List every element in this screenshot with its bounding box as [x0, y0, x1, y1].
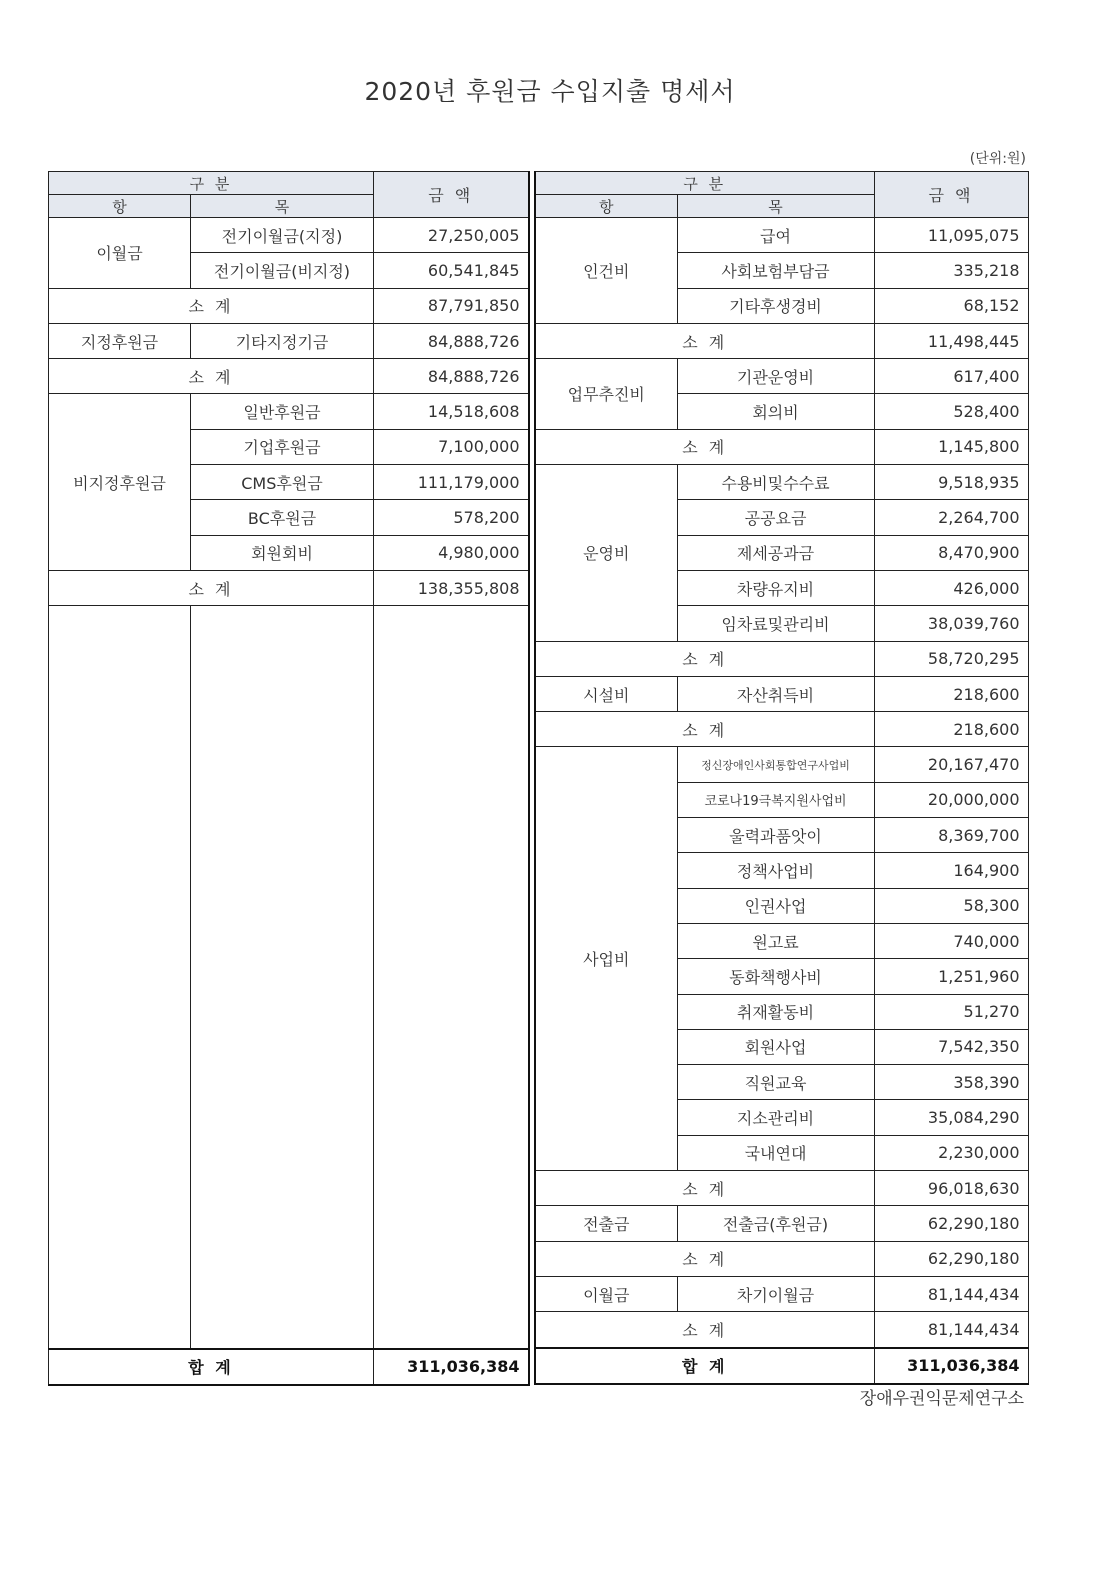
- subtotal-label: 소 계: [49, 570, 374, 605]
- mok-cell: 회원회비: [191, 535, 374, 570]
- subtotal-amount: 218,600: [874, 712, 1028, 747]
- income-table: [48, 171, 530, 1386]
- subtotal-amount: 84,888,726: [374, 359, 529, 394]
- subtotal-row: [535, 429, 1028, 464]
- amount-cell: 358,390: [874, 1065, 1028, 1100]
- table-row: [535, 465, 1028, 500]
- mok-cell: BC후원금: [191, 500, 374, 535]
- subtotal-row: [49, 359, 529, 394]
- mok-cell: 기업후원금: [191, 429, 374, 464]
- hang-cell: 전출금: [535, 1206, 677, 1241]
- subtotal-row: [535, 1171, 1028, 1206]
- header-hang: 항: [535, 195, 677, 218]
- subtotal-amount: 96,018,630: [874, 1171, 1028, 1206]
- mok-cell: 국내연대: [677, 1135, 874, 1170]
- document-title: 2020년 후원금 수입지출 명세서: [364, 77, 736, 106]
- subtotal-amount: 138,355,808: [374, 570, 529, 605]
- mok-cell: 회의비: [677, 394, 874, 429]
- subtotal-amount: 81,144,434: [874, 1312, 1028, 1348]
- expense-table: [534, 171, 1029, 1385]
- amount-cell: 2,230,000: [874, 1135, 1028, 1170]
- total-label: 합 계: [49, 1349, 374, 1385]
- blank-cell: [191, 606, 374, 1349]
- mok-cell: 일반후원금: [191, 394, 374, 429]
- subtotal-label: 소 계: [535, 1171, 874, 1206]
- header-gubun: 구 분: [535, 172, 874, 195]
- table-row: [535, 1276, 1028, 1311]
- subtotal-label: 소 계: [49, 288, 374, 323]
- amount-cell: 426,000: [874, 570, 1028, 605]
- mok-cell: 공공요금: [677, 500, 874, 535]
- subtotal-row: [535, 1241, 1028, 1276]
- table-row: [535, 359, 1028, 394]
- mok-cell: 수용비및수수료: [677, 465, 874, 500]
- subtotal-row: [49, 570, 529, 605]
- mok-cell: 기타후생경비: [677, 288, 874, 323]
- subtotal-row: [535, 1312, 1028, 1348]
- amount-cell: 7,542,350: [874, 1029, 1028, 1064]
- amount-cell: 578,200: [374, 500, 529, 535]
- subtotal-label: 소 계: [535, 641, 874, 676]
- header-hang: 항: [49, 195, 191, 218]
- subtotal-row: [535, 323, 1028, 358]
- hang-cell: 비지정후원금: [49, 394, 191, 570]
- subtotal-row: [49, 288, 529, 323]
- subtotal-amount: 58,720,295: [874, 641, 1028, 676]
- table-row: [535, 1206, 1028, 1241]
- subtotal-label: 소 계: [49, 359, 374, 394]
- subtotal-row: [535, 641, 1028, 676]
- header-mok: 목: [191, 195, 374, 218]
- mok-cell: 전출금(후원금): [677, 1206, 874, 1241]
- mok-cell: 차기이월금: [677, 1276, 874, 1311]
- amount-cell: 528,400: [874, 394, 1028, 429]
- amount-cell: 58,300: [874, 888, 1028, 923]
- mok-cell: 정신장애인사회통합연구사업비: [677, 747, 874, 782]
- table-row: [49, 394, 529, 429]
- hang-cell: 운영비: [535, 465, 677, 641]
- total-amount: 311,036,384: [374, 1349, 529, 1385]
- total-label: 합 계: [535, 1348, 874, 1384]
- total-row: [49, 1349, 529, 1385]
- amount-cell: 14,518,608: [374, 394, 529, 429]
- amount-cell: 62,290,180: [874, 1206, 1028, 1241]
- mok-cell: 울력과품앗이: [677, 818, 874, 853]
- amount-cell: 35,084,290: [874, 1100, 1028, 1135]
- mok-cell: 코로나19극복지원사업비: [677, 782, 874, 817]
- amount-cell: 68,152: [874, 288, 1028, 323]
- mok-cell: 기타지정기금: [191, 323, 374, 358]
- blank-cell: [49, 606, 191, 1349]
- amount-cell: 84,888,726: [374, 323, 529, 358]
- blank-row: [49, 606, 529, 1349]
- mok-cell: 제세공과금: [677, 535, 874, 570]
- header-amount: 금 액: [374, 172, 529, 218]
- amount-cell: 8,470,900: [874, 535, 1028, 570]
- mok-cell: 인권사업: [677, 888, 874, 923]
- hang-cell: 인건비: [535, 218, 677, 324]
- amount-cell: 11,095,075: [874, 218, 1028, 253]
- amount-cell: 8,369,700: [874, 818, 1028, 853]
- header-gubun: 구 분: [49, 172, 374, 195]
- table-row: [535, 747, 1028, 782]
- mok-cell: 자산취득비: [677, 676, 874, 711]
- amount-cell: 218,600: [874, 676, 1028, 711]
- amount-cell: 335,218: [874, 253, 1028, 288]
- table-row: [49, 323, 529, 358]
- blank-cell: [374, 606, 529, 1349]
- subtotal-row: [535, 712, 1028, 747]
- mok-cell: 사회보험부담금: [677, 253, 874, 288]
- mok-cell: 전기이월금(비지정): [191, 253, 374, 288]
- mok-cell: 기관운영비: [677, 359, 874, 394]
- amount-cell: 2,264,700: [874, 500, 1028, 535]
- hang-cell: 사업비: [535, 747, 677, 1171]
- amount-cell: 4,980,000: [374, 535, 529, 570]
- total-amount: 311,036,384: [874, 1348, 1028, 1384]
- subtotal-amount: 11,498,445: [874, 323, 1028, 358]
- mok-cell: 전기이월금(지정): [191, 218, 374, 253]
- mok-cell: 취재활동비: [677, 994, 874, 1029]
- amount-cell: 740,000: [874, 923, 1028, 958]
- subtotal-label: 소 계: [535, 1312, 874, 1348]
- hang-cell: 이월금: [49, 218, 191, 289]
- amount-cell: 20,000,000: [874, 782, 1028, 817]
- amount-cell: 20,167,470: [874, 747, 1028, 782]
- mok-cell: 차량유지비: [677, 570, 874, 605]
- amount-cell: 27,250,005: [374, 218, 529, 253]
- amount-cell: 38,039,760: [874, 606, 1028, 641]
- amount-cell: 60,541,845: [374, 253, 529, 288]
- amount-cell: 51,270: [874, 994, 1028, 1029]
- mok-cell: 원고료: [677, 923, 874, 958]
- mok-cell: 급여: [677, 218, 874, 253]
- subtotal-label: 소 계: [535, 1241, 874, 1276]
- hang-cell: 이월금: [535, 1276, 677, 1311]
- amount-cell: 617,400: [874, 359, 1028, 394]
- subtotal-label: 소 계: [535, 323, 874, 358]
- mok-cell: CMS후원금: [191, 465, 374, 500]
- organization-name: 장애우권익문제연구소: [859, 1389, 1024, 1409]
- amount-cell: 111,179,000: [374, 465, 529, 500]
- hang-cell: 지정후원금: [49, 323, 191, 358]
- mok-cell: 지소관리비: [677, 1100, 874, 1135]
- amount-cell: 9,518,935: [874, 465, 1028, 500]
- mok-cell: 정책사업비: [677, 853, 874, 888]
- total-row: [535, 1348, 1028, 1384]
- hang-cell: 업무추진비: [535, 359, 677, 430]
- amount-cell: 164,900: [874, 853, 1028, 888]
- hang-cell: 시설비: [535, 676, 677, 711]
- amount-cell: 81,144,434: [874, 1276, 1028, 1311]
- subtotal-amount: 62,290,180: [874, 1241, 1028, 1276]
- table-row: [49, 218, 529, 253]
- subtotal-amount: 1,145,800: [874, 429, 1028, 464]
- mok-cell: 임차료및관리비: [677, 606, 874, 641]
- header-amount: 금 액: [874, 172, 1028, 218]
- header-mok: 목: [677, 195, 874, 218]
- subtotal-label: 소 계: [535, 712, 874, 747]
- table-row: [535, 218, 1028, 253]
- mok-cell: 회원사업: [677, 1029, 874, 1064]
- subtotal-label: 소 계: [535, 429, 874, 464]
- subtotal-amount: 87,791,850: [374, 288, 529, 323]
- amount-cell: 1,251,960: [874, 959, 1028, 994]
- amount-cell: 7,100,000: [374, 429, 529, 464]
- table-row: [535, 676, 1028, 711]
- unit-label: (단위:원): [969, 151, 1026, 167]
- mok-cell: 동화책행사비: [677, 959, 874, 994]
- mok-cell: 직원교육: [677, 1065, 874, 1100]
